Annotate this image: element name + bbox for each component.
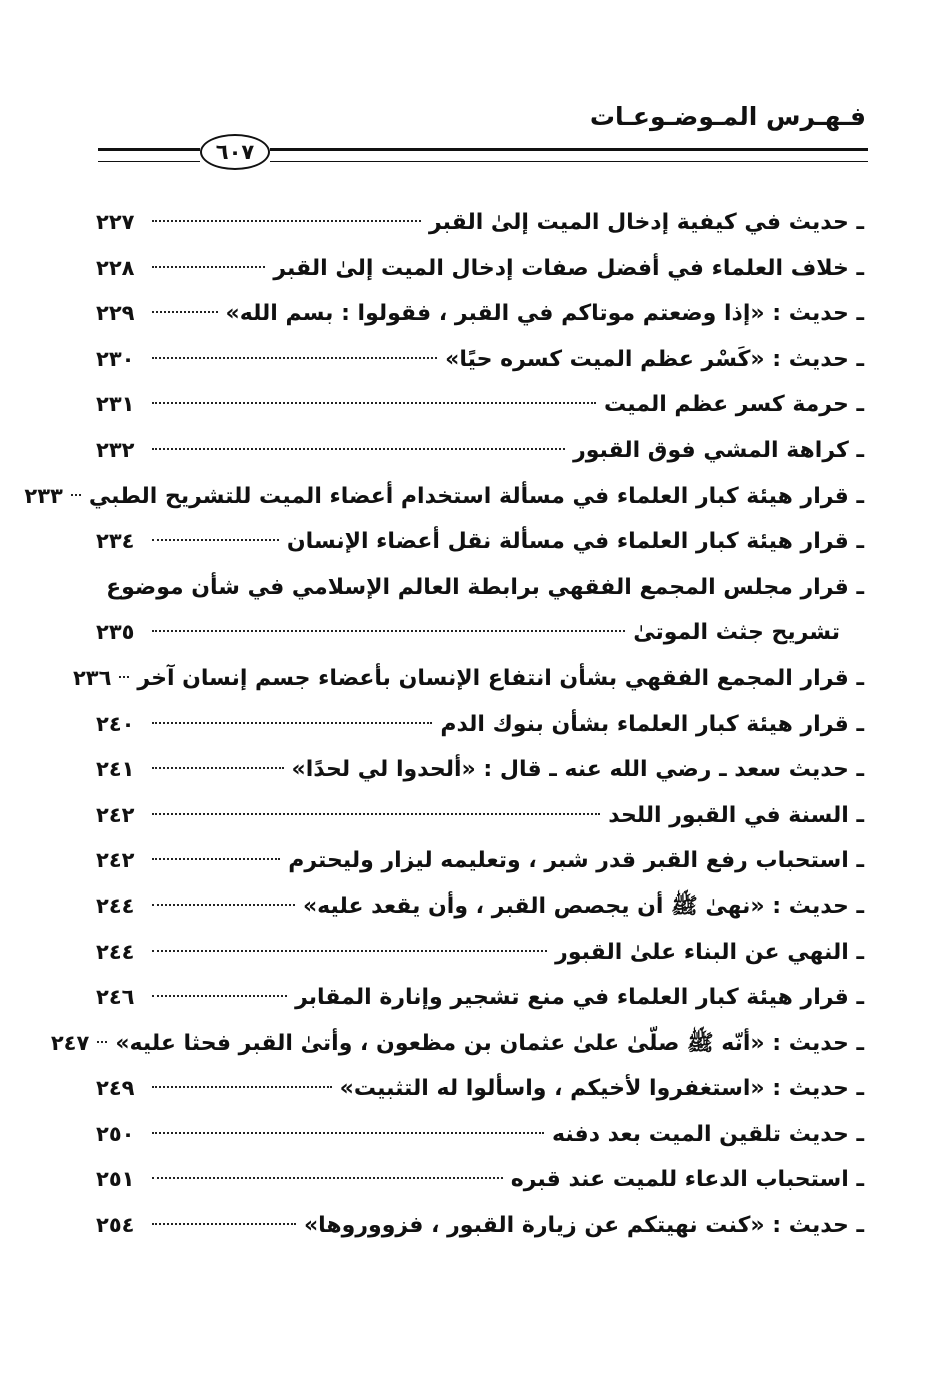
toc-entry (96, 428, 864, 474)
leader-dots (152, 311, 218, 313)
toc-entry-page: ٢٤٢ (96, 848, 135, 873)
toc-entry-page: ٢٣٢ (96, 437, 135, 462)
toc-entry-title: ـ حديث : «كَسْر عظم الميت كسره حيًا» (445, 346, 864, 372)
toc-entry-page: ٢٤٢ (96, 802, 135, 827)
toc-entry (96, 1112, 864, 1158)
leader-dots (152, 1086, 332, 1088)
toc-entry-title: ـ حديث : «أنّه ﷺ صلّىٰ علىٰ عثمان بن مظعون ، وأتىٰ القبر فحثا عليه» (115, 1030, 864, 1056)
leader-dots (152, 266, 265, 268)
toc-entry (96, 930, 864, 976)
leader-dots (152, 1223, 296, 1225)
toc-entry-title: ـ قرار مجلس المجمع الفقهي برابطة العالم الإسلامي في شأن موضوع (106, 574, 864, 600)
leader-dots (152, 950, 547, 952)
toc-entry (96, 975, 864, 1021)
toc-entry-title: ـ السنة في القبور اللحد (608, 802, 864, 828)
toc-entry-title: ـ حديث في كيفية إدخال الميت إلىٰ القبر (428, 210, 864, 235)
toc-entry-page: ٢٣٣ (24, 483, 63, 508)
toc-entry (24, 474, 864, 520)
leader-dots (119, 676, 129, 678)
leader-dots (152, 448, 565, 450)
toc-entry-title: ـ قرار هيئة كبار العلماء في منع تشجير وإنارة المقابر (295, 985, 864, 1011)
toc-entry-continuation (96, 610, 864, 656)
toc-entry (96, 1203, 864, 1249)
leader-dots (152, 858, 280, 860)
toc-entry-title: ـ خلاف العلماء في أفضل صفات إدخال الميت إلىٰ القبر (273, 255, 864, 281)
toc-entry-page: ٢٣٠ (96, 346, 135, 371)
toc-entry (96, 1066, 864, 1112)
leader-dots (97, 1041, 107, 1043)
toc-entry-title: ـ النهي عن البناء علىٰ القبور (555, 939, 864, 965)
toc-entry-page: ٢٢٨ (96, 255, 135, 280)
toc-entry-title: ـ استحباب الدعاء للميت عند قبره (510, 1167, 864, 1193)
toc-entry (96, 747, 864, 793)
toc-entry (96, 838, 864, 884)
toc-entry-page: ٢٣٥ (96, 620, 135, 645)
leader-dots (152, 220, 421, 222)
leader-dots (152, 1177, 503, 1179)
leader-dots (152, 722, 432, 724)
toc-entry-page: ٢٤٤ (96, 939, 135, 964)
leader-dots (152, 767, 284, 769)
header-rule-right (270, 148, 868, 162)
toc-entry-title: ـ حديث : «إذا وضعتم موتاكم في القبر ، فقولوا : بسم الله» (225, 301, 864, 327)
leader-dots (152, 630, 625, 632)
toc-entry-title: ـ حديث : «استغفروا لأخيكم ، واسألوا له التثبيت» (339, 1076, 864, 1102)
toc-entry-page: ٢٥٤ (96, 1213, 135, 1238)
toc-entry-page: ٢٣٦ (72, 665, 112, 690)
toc-entry-title: ـ كراهة المشي فوق القبور (573, 437, 864, 463)
toc-entry (50, 1021, 864, 1067)
toc-entry-page: ٢٣٤ (96, 529, 135, 554)
toc-entry-title: ـ قرار هيئة كبار العلماء في مسألة استخدام أعضاء الميت للتشريح الطبي (88, 483, 864, 509)
toc-entry-title: ـ حديث : «كنت نهيتكم عن زيارة القبور ، فزووروها» (303, 1213, 864, 1239)
toc-entry (96, 519, 864, 565)
toc-entry-title: ـ حديث سعد ـ رضي الله عنه ـ قال : «ألحدوا لي لحدًا» (291, 757, 864, 783)
toc-entry-title: تشريح جثث الموتىٰ (633, 620, 840, 646)
toc-entry-page: ٢٥١ (96, 1167, 135, 1192)
toc-entry-page: ٢٢٩ (96, 301, 135, 326)
toc-entry (96, 337, 864, 383)
toc-entry-page: ٢٣١ (96, 392, 135, 417)
toc-entry-page: ٢٤٦ (96, 985, 135, 1010)
page-header-title: فـهـرس المـوضـوعـات (589, 102, 866, 131)
toc-entry-page: ٢٤١ (96, 757, 135, 782)
toc-entry (96, 884, 864, 930)
leader-dots (152, 539, 279, 541)
leader-dots (152, 995, 287, 997)
toc-entry (96, 565, 864, 611)
leader-dots (152, 357, 437, 359)
toc-entry-page: ٢٤٩ (96, 1076, 135, 1101)
leader-dots (71, 494, 81, 496)
toc-entry (96, 200, 864, 246)
toc-entry-page: ٢٤٧ (50, 1030, 90, 1055)
leader-dots (152, 813, 600, 815)
toc-entry (96, 1157, 864, 1203)
toc-entry (96, 382, 864, 428)
toc-entry-title: ـ قرار هيئة كبار العلماء بشأن بنوك الدم (440, 711, 864, 737)
toc-entry-page: ٢٤٤ (96, 893, 135, 918)
toc-entry-title: ـ قرار المجمع الفقهي بشأن انتفاع الإنسان بأعضاء جسم إنسان آخر (137, 665, 864, 691)
leader-dots (152, 402, 596, 404)
toc-entry (96, 291, 864, 337)
toc-entry-title: ـ حرمة كسر عظم الميت (603, 392, 864, 418)
page-number-badge: ٦٠٧ (200, 134, 270, 170)
toc-entry-title: ـ حديث : «نهىٰ ﷺ أن يجصص القبر ، وأن يقعد عليه» (302, 893, 864, 919)
toc-entry-page: ٢٢٧ (96, 210, 135, 234)
toc-entry (96, 793, 864, 839)
leader-dots (152, 1132, 544, 1134)
toc-entry (96, 702, 864, 748)
toc-entry (96, 246, 864, 292)
toc-entry-title: ـ استحباب رفع القبر قدر شبر ، وتعليمه ليزار وليحترم (288, 848, 864, 874)
leader-dots (152, 904, 295, 906)
table-of-contents (24, 200, 864, 1249)
toc-entry-page: ٢٤٠ (96, 711, 135, 736)
toc-entry (72, 656, 864, 702)
toc-entry-page: ٢٥٠ (96, 1121, 135, 1146)
header-rule-left (98, 148, 200, 162)
toc-entry-title: ـ قرار هيئة كبار العلماء في مسألة نقل أعضاء الإنسان (286, 529, 864, 555)
toc-entry-title: ـ حديث تلقين الميت بعد دفنه (551, 1121, 864, 1147)
